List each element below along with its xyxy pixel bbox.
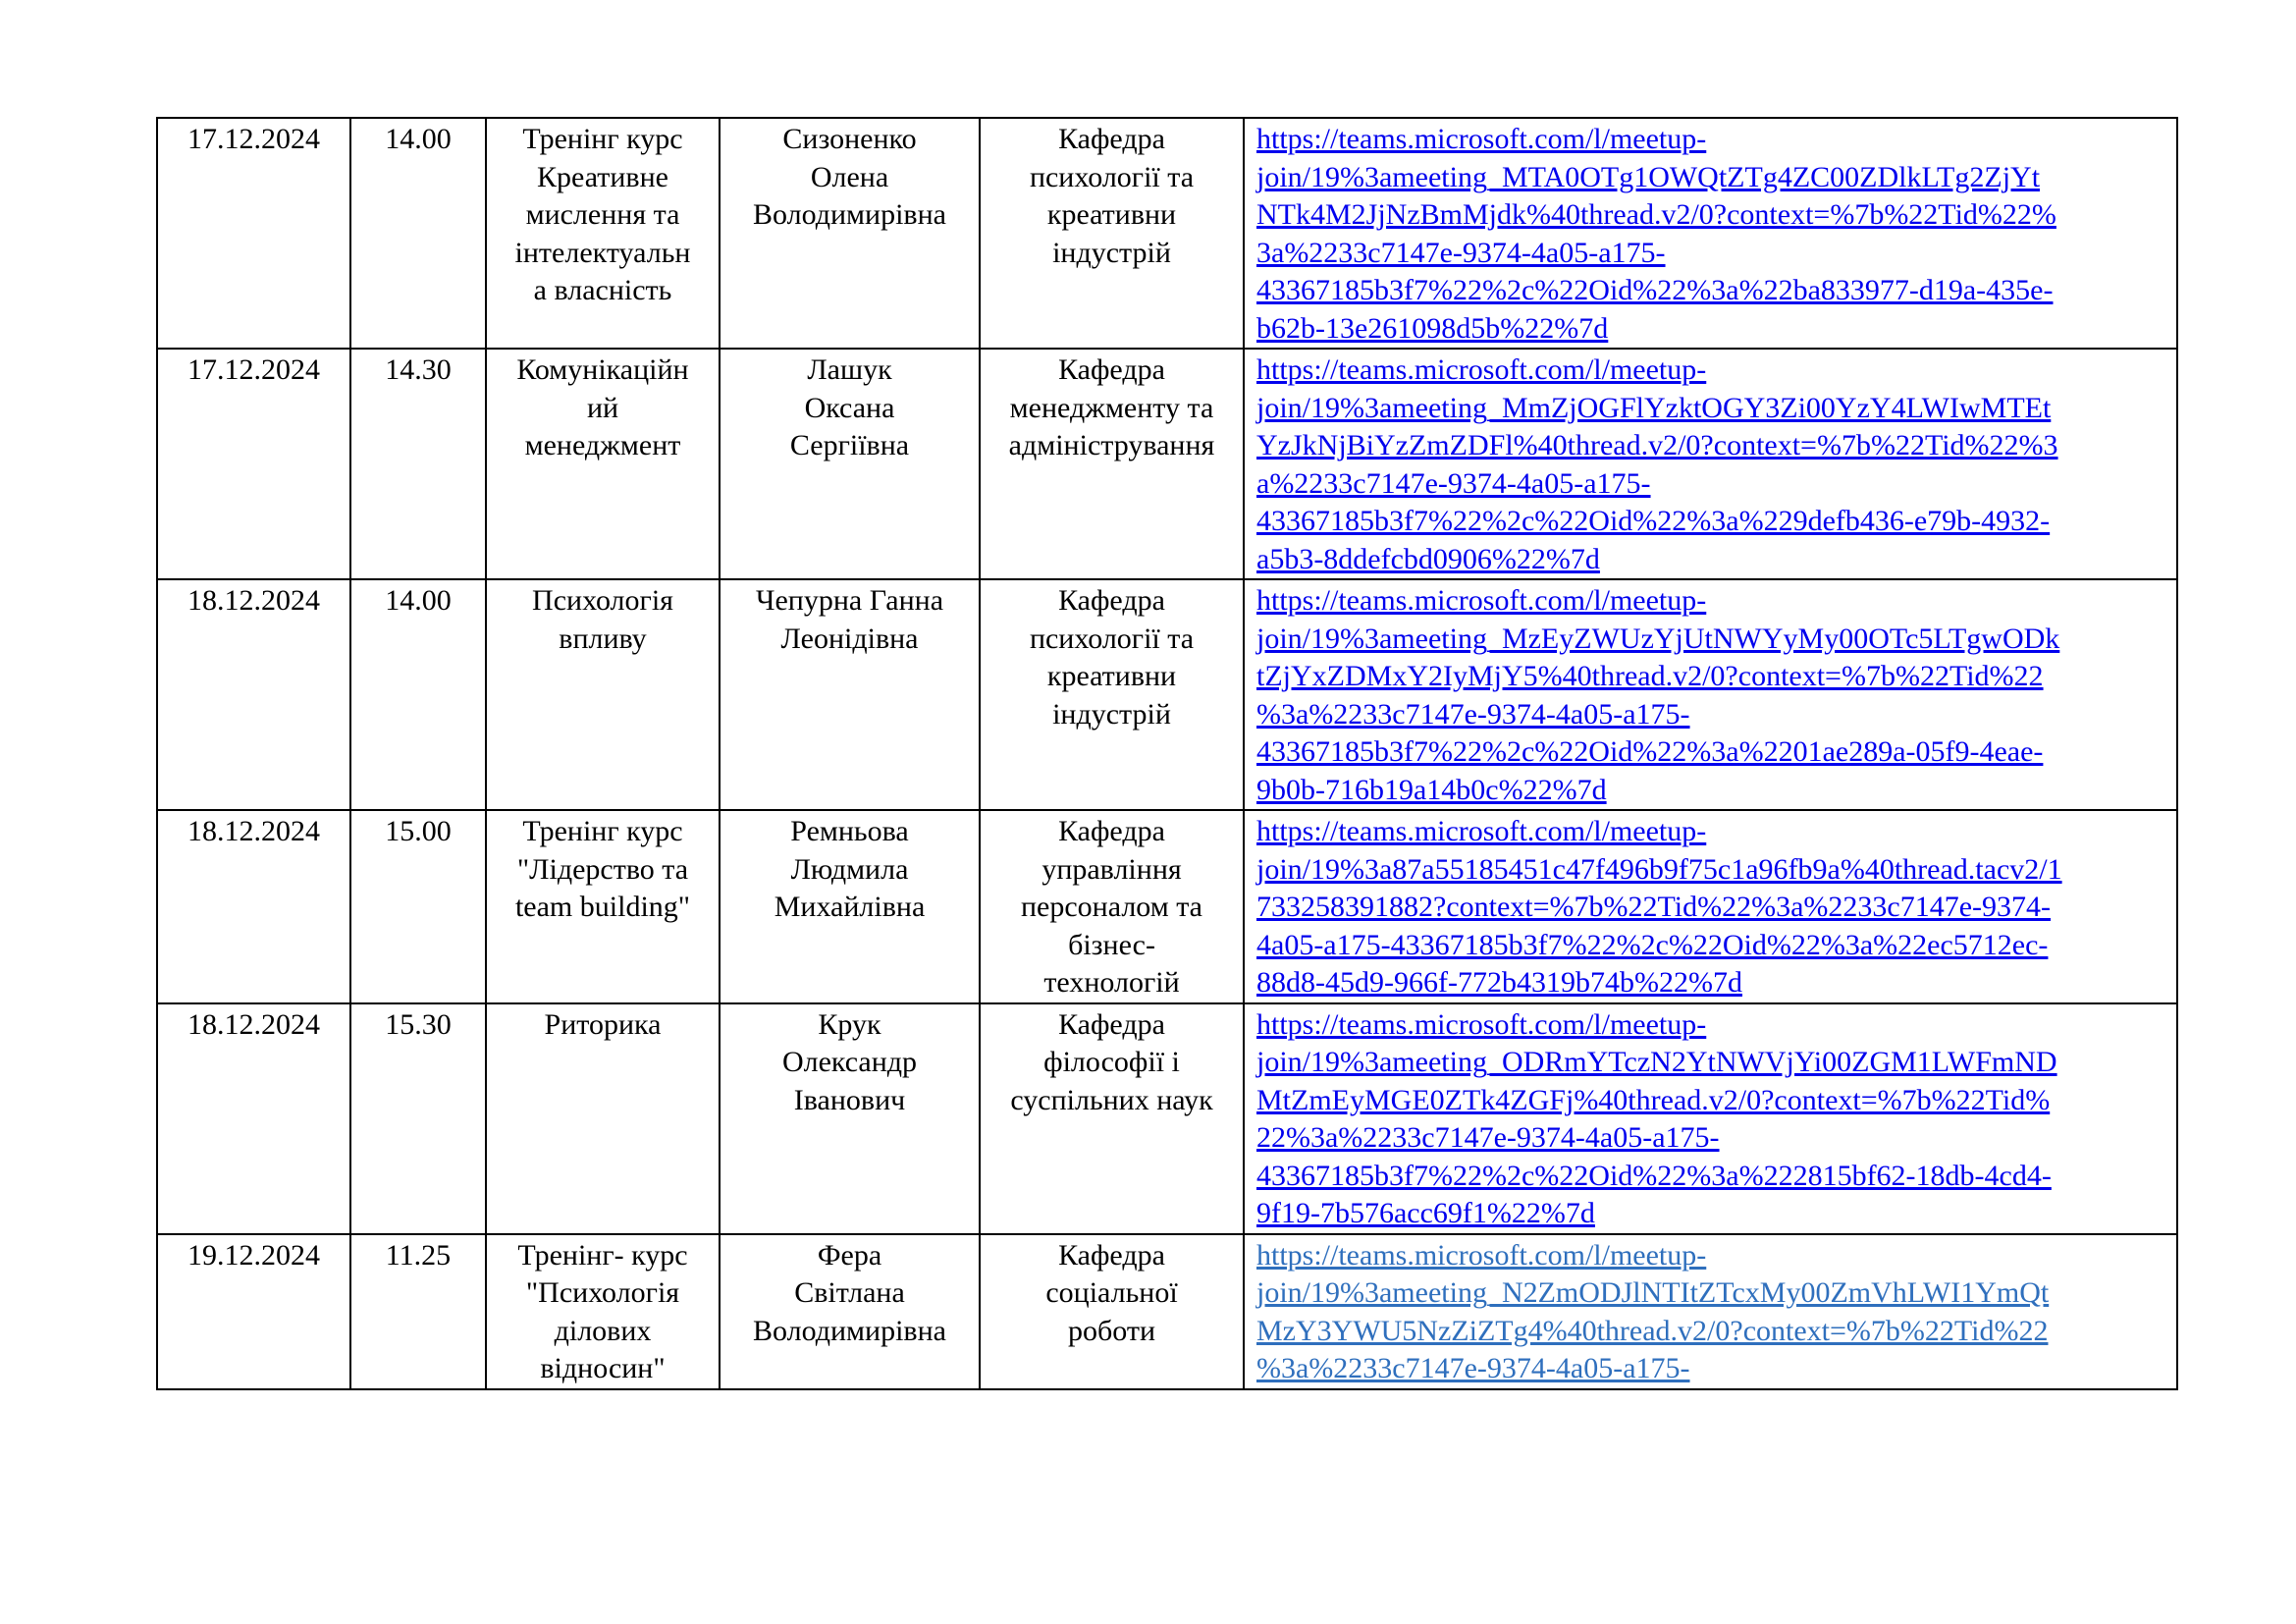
department-line: психології та — [1029, 160, 1195, 193]
teacher-line: Володимирівна — [753, 198, 946, 231]
link-line: 43367185b3f7%22%2c%22Oid%22%3a%222815bf62-18db-4cd4- — [1256, 1159, 2052, 1192]
department-line: індустрій — [1052, 697, 1171, 731]
meeting-link-cell — [1244, 1003, 2177, 1234]
teacher-line: Крук — [818, 1007, 881, 1041]
link-line: https://teams.microsoft.com/l/meetup- — [1256, 815, 1707, 847]
course-line: менеджмент — [524, 429, 681, 461]
link-line: %3a%2233c7147e-9374-4a05-a175- — [1256, 1352, 1690, 1384]
department-line: роботи — [1067, 1314, 1156, 1347]
link-line: 4a05-a175-43367185b3f7%22%2c%22Oid%22%3a%22ec5712ec- — [1256, 928, 2049, 961]
link-line: 3a%2233c7147e-9374-4a05-a175- — [1256, 236, 1666, 269]
teacher-line: Оксана — [804, 391, 895, 424]
schedule-body — [157, 118, 2177, 1389]
course-cell — [486, 118, 720, 349]
course-cell — [486, 1003, 720, 1234]
date-cell: 18.12.2024 — [157, 1003, 350, 1234]
link-line: 22%3a%2233c7147e-9374-4a05-a175- — [1256, 1121, 1720, 1154]
link-line: MtZmEyMGE0ZTk4ZGFj%40thread.v2/0?context=%7b%22Tid% — [1256, 1083, 2051, 1116]
department-line: креативни — [1046, 660, 1177, 692]
date-cell: 18.12.2024 — [157, 579, 350, 810]
department-cell — [980, 810, 1244, 1003]
table-row — [157, 118, 2177, 349]
course-cell — [486, 1234, 720, 1389]
meeting-link-cell — [1244, 118, 2177, 349]
time-cell: 15.00 — [350, 810, 486, 1003]
link-line: tZjYxZDMxY2IyMjY5%40thread.v2/0?context=%7b%22Tid%22 — [1256, 660, 2044, 692]
link-line: %3a%2233c7147e-9374-4a05-a175- — [1256, 697, 1690, 731]
teacher-cell — [720, 1234, 980, 1389]
department-line: індустрій — [1052, 236, 1171, 269]
link-line: join/19%3ameeting_MmZjOGFlYzktOGY3Zi00YzY4LWIwMTEt — [1256, 391, 2052, 424]
department-line: адміністрування — [1008, 429, 1215, 461]
link-line: join/19%3ameeting_ODRmYTczN2YtNWVjYi00ZGM1LWFmND — [1256, 1046, 2057, 1078]
link-line: NTk4M2JjNzBmMjdk%40thread.v2/0?context=%7b%22Tid%22% — [1256, 198, 2056, 231]
schedule-table — [156, 117, 2178, 1390]
course-line: інтелектуальн — [514, 236, 691, 269]
teacher-line: Сергіївна — [789, 429, 910, 461]
link-line: https://teams.microsoft.com/l/meetup- — [1256, 123, 1707, 155]
department-line: менеджменту та — [1009, 391, 1214, 424]
department-line: персоналом та — [1021, 891, 1202, 923]
link-line: 733258391882?context=%7b%22Tid%22%3a%2233c7147e-9374- — [1256, 891, 2052, 923]
teacher-line: Світлана — [794, 1276, 905, 1309]
time-cell: 14.00 — [350, 118, 486, 349]
link-line: 9f19-7b576acc69f1%22%7d — [1256, 1197, 1595, 1229]
teacher-line: Олена — [810, 160, 889, 193]
meeting-link-cell — [1244, 349, 2177, 579]
course-line: "Психологія — [525, 1276, 680, 1309]
teacher-line: Сизоненко — [782, 123, 917, 155]
department-cell — [980, 1003, 1244, 1234]
meeting-link[interactable] — [1256, 121, 2172, 348]
link-line: YzJkNjBiYzZmZDFl%40thread.v2/0?context=%7b%22Tid%22%3 — [1256, 429, 2058, 461]
course-line: team building" — [514, 891, 691, 923]
teacher-cell — [720, 1003, 980, 1234]
link-line: https://teams.microsoft.com/l/meetup- — [1256, 1007, 1707, 1041]
date-cell: 18.12.2024 — [157, 810, 350, 1003]
course-line: мислення та — [525, 198, 680, 231]
course-line: Комунікаційн — [516, 353, 689, 386]
course-line: відносин" — [540, 1352, 666, 1384]
department-line: креативни — [1046, 198, 1177, 231]
course-line: а власність — [533, 274, 672, 306]
date-cell: 17.12.2024 — [157, 118, 350, 349]
link-line: join/19%3ameeting_N2ZmODJlNTItZTcxMy00ZmVhLWI1YmQt — [1256, 1276, 2050, 1309]
department-cell — [980, 579, 1244, 810]
course-cell — [486, 810, 720, 1003]
teacher-line: Фера — [817, 1238, 882, 1272]
course-line: Креативне — [537, 160, 668, 193]
course-line: ий — [586, 391, 619, 424]
link-line: b62b-13e261098d5b%22%7d — [1256, 311, 1609, 345]
link-line: 43367185b3f7%22%2c%22Oid%22%3a%2201ae289a-05f9-4eae- — [1256, 735, 2044, 768]
teacher-cell — [720, 810, 980, 1003]
time-cell: 11.25 — [350, 1234, 486, 1389]
department-line: суспільних наук — [1010, 1083, 1213, 1116]
time-cell: 14.30 — [350, 349, 486, 579]
table-row — [157, 810, 2177, 1003]
teacher-line: Лашук — [807, 353, 892, 386]
department-cell — [980, 1234, 1244, 1389]
table-row — [157, 1234, 2177, 1389]
time-cell: 14.00 — [350, 579, 486, 810]
teacher-line: Володимирівна — [753, 1314, 946, 1347]
course-line: впливу — [559, 622, 647, 655]
department-line: соціальної — [1045, 1276, 1178, 1309]
department-line: психології та — [1029, 622, 1195, 655]
link-line: join/19%3ameeting_MTA0OTg1OWQtZTg4ZC00ZDlkLTg2ZjYt — [1256, 160, 2041, 193]
teacher-cell — [720, 349, 980, 579]
link-line: 9b0b-716b19a14b0c%22%7d — [1256, 773, 1607, 806]
department-line: технологій — [1043, 966, 1180, 999]
department-line: Кафедра — [1058, 815, 1165, 847]
department-line: бізнес- — [1068, 928, 1155, 961]
meeting-link[interactable] — [1256, 1237, 2172, 1388]
time-cell: 15.30 — [350, 1003, 486, 1234]
department-line: Кафедра — [1058, 353, 1165, 386]
department-cell — [980, 118, 1244, 349]
course-line: Риторика — [544, 1007, 662, 1041]
link-line: MzY3YWU5NzZiZTg4%40thread.v2/0?context=%7b%22Tid%22 — [1256, 1314, 2049, 1347]
link-line: 43367185b3f7%22%2c%22Oid%22%3a%229defb436-e79b-4932- — [1256, 505, 2051, 537]
teacher-line: Леонідівна — [780, 622, 919, 655]
teacher-line: Іванович — [793, 1083, 906, 1116]
table-row — [157, 349, 2177, 579]
date-cell: 17.12.2024 — [157, 349, 350, 579]
course-line: Психологія — [532, 584, 673, 617]
table-row — [157, 579, 2177, 810]
department-cell — [980, 349, 1244, 579]
link-line: a5b3-8ddefcbd0906%22%7d — [1256, 542, 1600, 575]
teacher-line: Михайлівна — [774, 891, 926, 923]
link-line: 88d8-45d9-966f-772b4319b74b%22%7d — [1256, 966, 1742, 999]
department-line: Кафедра — [1058, 123, 1165, 155]
teacher-cell — [720, 579, 980, 810]
meeting-link[interactable] — [1256, 582, 2172, 809]
link-line: https://teams.microsoft.com/l/meetup- — [1256, 353, 1707, 386]
course-cell — [486, 349, 720, 579]
meeting-link-cell — [1244, 579, 2177, 810]
meeting-link[interactable] — [1256, 352, 2172, 578]
course-line: "Лідерство та — [516, 852, 689, 886]
department-line: Кафедра — [1058, 1007, 1165, 1041]
teacher-line: Людмила — [790, 852, 909, 886]
department-line: філософії і — [1043, 1046, 1180, 1078]
link-line: join/19%3a87a55185451c47f496b9f75c1a96fb9a%40thread.tacv2/1 — [1256, 852, 2062, 886]
course-line: ділових — [554, 1314, 652, 1347]
course-line: Тренінг курс — [522, 123, 683, 155]
meeting-link[interactable] — [1256, 1006, 2172, 1233]
course-line: Тренінг курс — [522, 815, 683, 847]
link-line: https://teams.microsoft.com/l/meetup- — [1256, 584, 1707, 617]
meeting-link[interactable] — [1256, 813, 2172, 1002]
teacher-line: Олександр — [781, 1046, 918, 1078]
meeting-link-cell — [1244, 810, 2177, 1003]
teacher-line: Чепурна Ганна — [755, 584, 944, 617]
meeting-link-cell — [1244, 1234, 2177, 1389]
department-line: управління — [1041, 852, 1182, 886]
course-line: Тренінг- курс — [517, 1238, 688, 1272]
teacher-line: Ремньова — [790, 815, 909, 847]
table-row — [157, 1003, 2177, 1234]
link-line: 43367185b3f7%22%2c%22Oid%22%3a%22ba833977-d19a-435e- — [1256, 274, 2054, 306]
link-line: join/19%3ameeting_MzEyZWUzYjUtNWYyMy00OTc5LTgwODk — [1256, 622, 2060, 655]
link-line: a%2233c7147e-9374-4a05-a175- — [1256, 466, 1651, 500]
date-cell: 19.12.2024 — [157, 1234, 350, 1389]
department-line: Кафедра — [1058, 584, 1165, 617]
teacher-cell — [720, 118, 980, 349]
link-line: https://teams.microsoft.com/l/meetup- — [1256, 1238, 1707, 1272]
department-line: Кафедра — [1058, 1238, 1165, 1272]
course-cell — [486, 579, 720, 810]
